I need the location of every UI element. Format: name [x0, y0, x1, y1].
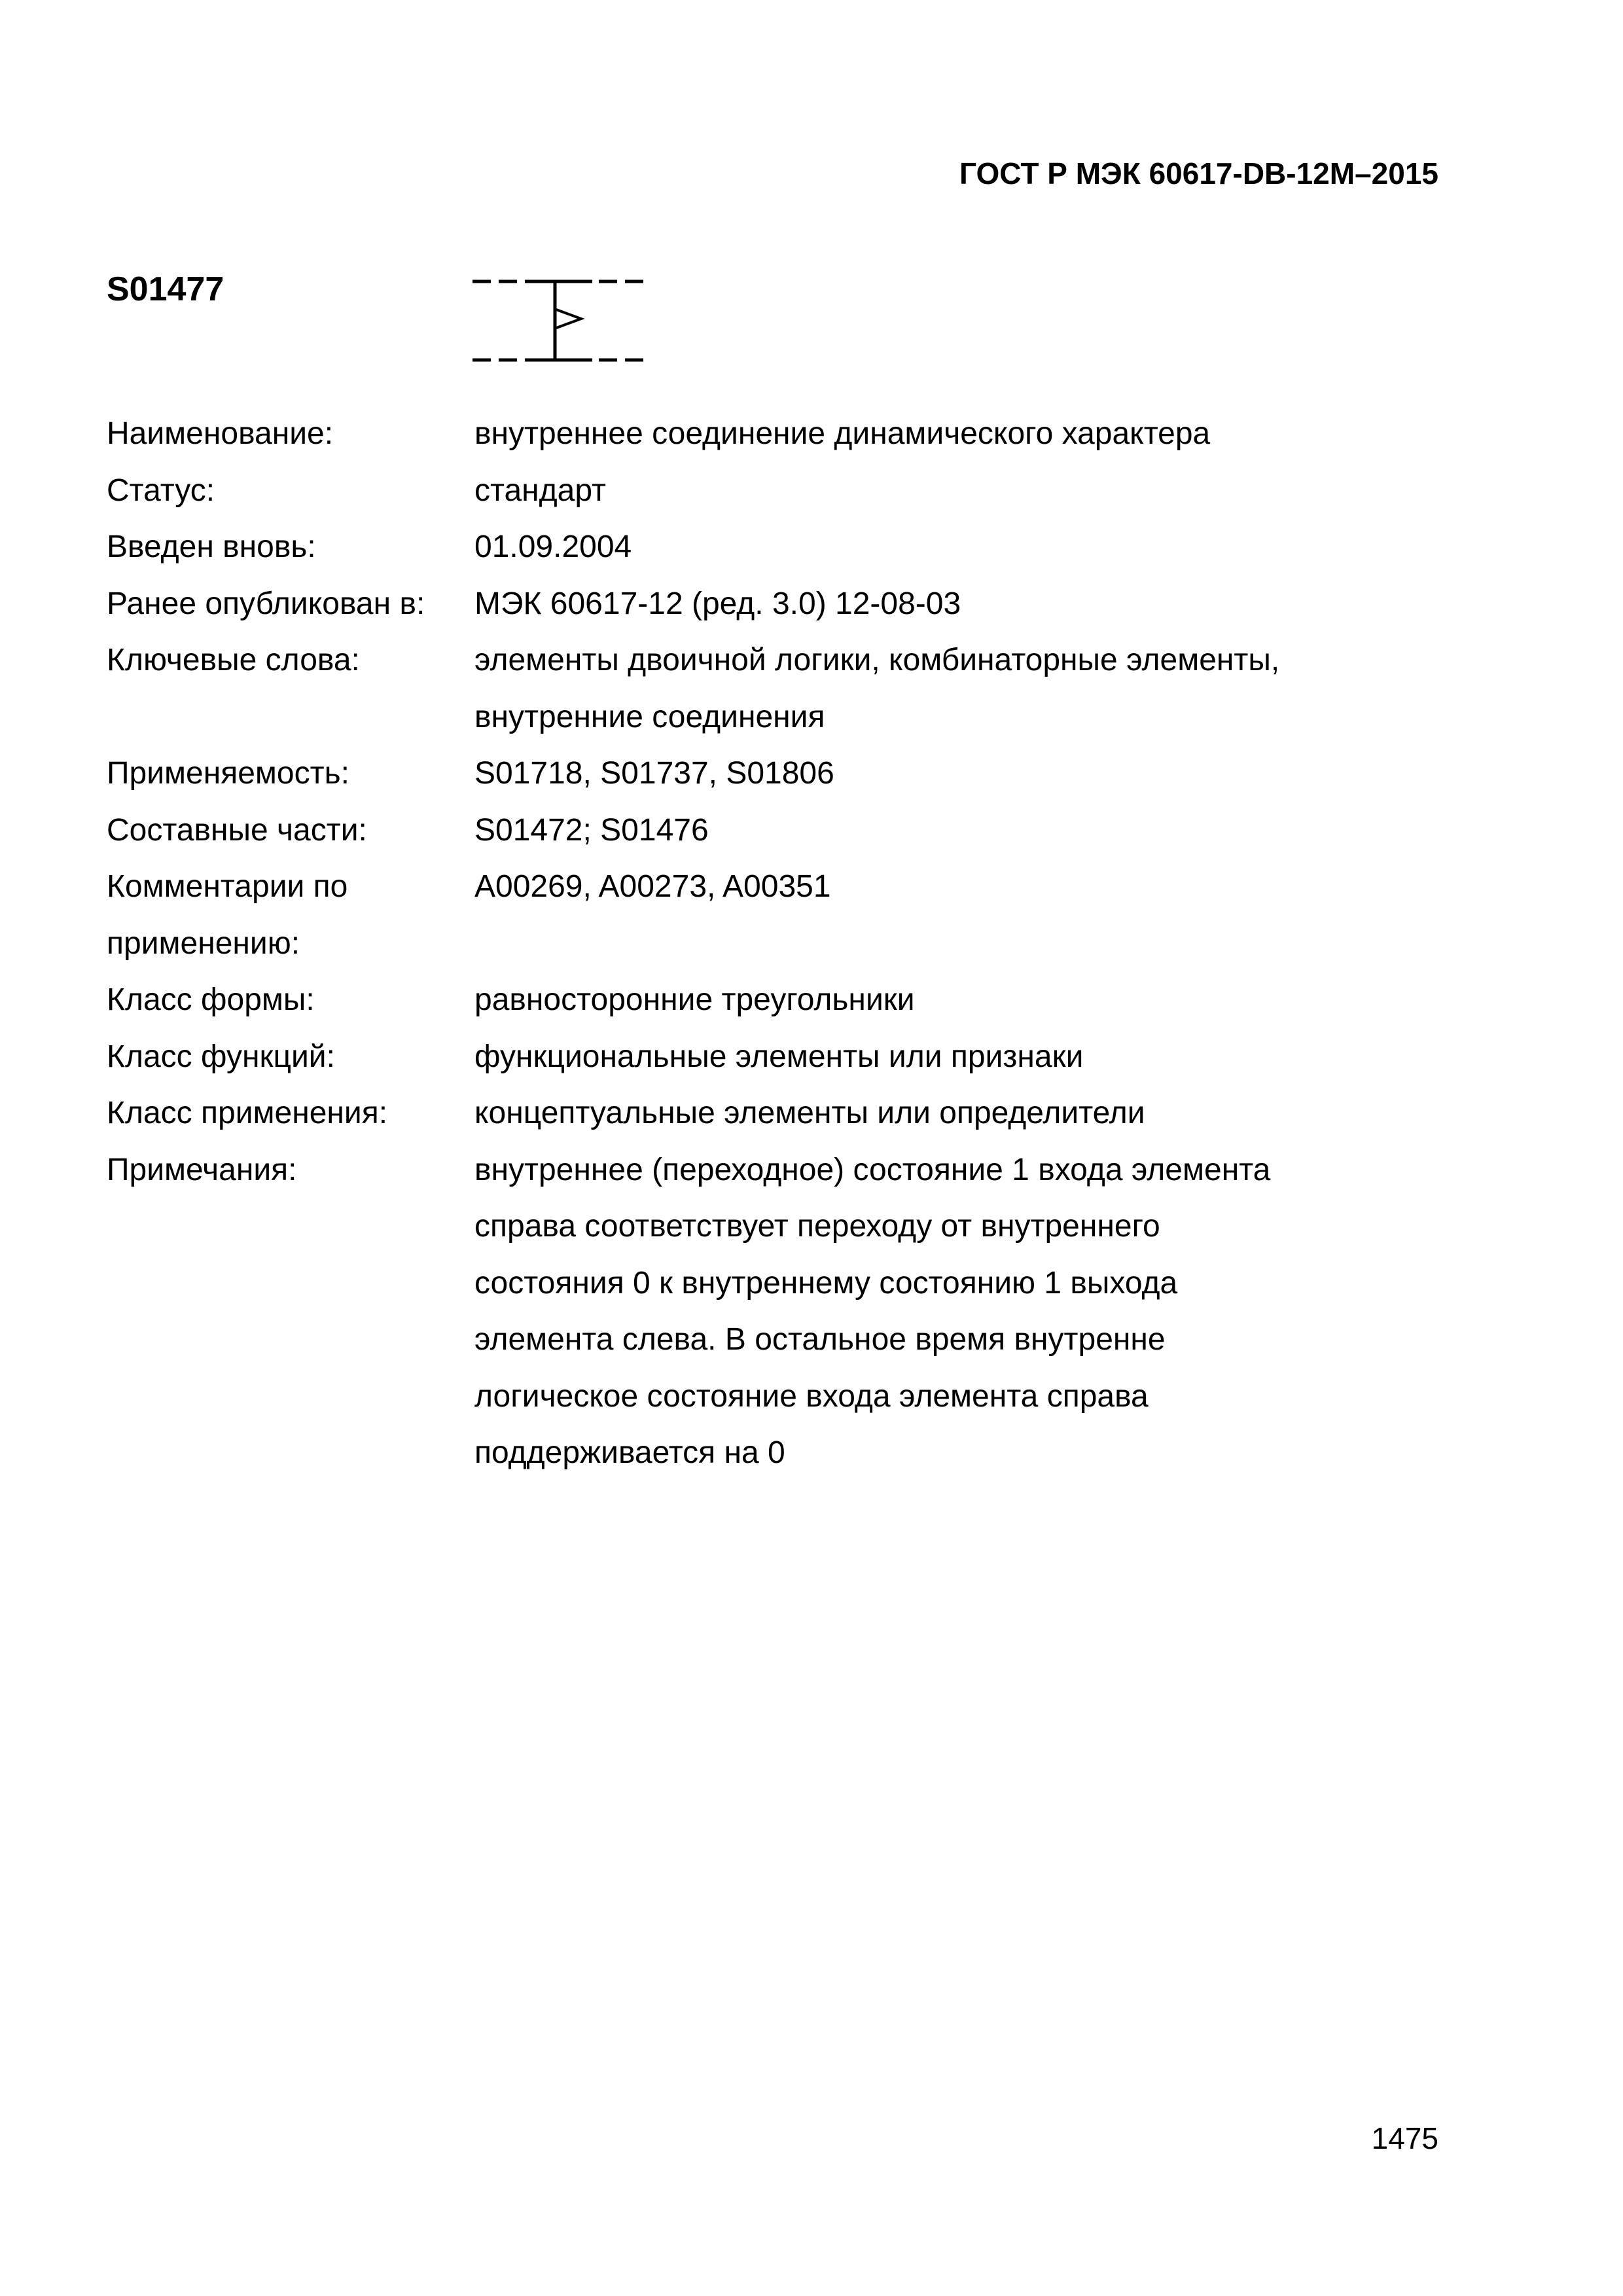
attribute-label: Статус: [107, 473, 215, 508]
attribute-label: Применяемость: [107, 756, 349, 791]
attribute-label: Наименование: [107, 416, 334, 451]
attribute-label: Составные части: [107, 812, 367, 848]
attribute-label: Комментарии по применению: [107, 869, 348, 961]
attribute-label: Класс формы: [107, 982, 315, 1017]
attribute-value: A00269, A00273, A00351 [474, 869, 831, 904]
attribute-value: S01472; S01476 [474, 812, 709, 848]
attribute-value: стандарт [474, 473, 606, 508]
attribute-value: МЭК 60617-12 (ред. 3.0) 12-08-03 [474, 586, 961, 621]
attribute-row [107, 802, 1481, 859]
attribute-row [107, 1142, 1481, 1482]
attribute-row [107, 972, 1481, 1029]
attribute-label: Введен вновь: [107, 529, 316, 564]
attribute-value: внутреннее соединение динамического характера [474, 416, 1211, 451]
attribute-row [107, 519, 1481, 576]
attribute-label: Примечания: [107, 1152, 297, 1187]
attribute-value: S01718, S01737, S01806 [474, 756, 834, 791]
attribute-row [107, 576, 1481, 633]
attribute-row [107, 859, 1481, 972]
attribute-row [107, 463, 1481, 520]
attribute-row [107, 745, 1481, 802]
attribute-value: концептуальные элементы или определители [474, 1096, 1145, 1130]
page-number: 1475 [1371, 2121, 1438, 2155]
attribute-label: Класс функций: [107, 1039, 335, 1074]
attribute-value: равносторонние треугольники [474, 982, 915, 1017]
symbol-code: S01477 [107, 270, 224, 308]
attribute-label: Класс применения: [107, 1096, 388, 1130]
attribute-table [107, 406, 1481, 1482]
dynamic-internal-connection-icon [471, 268, 654, 373]
attribute-label: Ключевые слова: [107, 643, 360, 677]
attribute-label: Ранее опубликован в: [107, 586, 425, 621]
attribute-value: элементы двоичной логики, комбинаторные элементы, внутренние соединения [474, 643, 1280, 734]
attribute-value: 01.09.2004 [474, 529, 632, 564]
attribute-value: внутреннее (переходное) состояние 1 входа элемента справа соответствует переходу от внутреннего состояния 0 к внутреннему состоянию 1 выхода элемента слева. В остальное время внутренне логическое состояние входа элемента справа поддерживается на 0 [474, 1152, 1271, 1470]
attribute-value: функциональные элементы или признаки [474, 1039, 1084, 1074]
attribute-row [107, 1085, 1481, 1142]
attribute-row [107, 632, 1481, 745]
attribute-row [107, 406, 1481, 463]
document-header: ГОСТ Р МЭК 60617-DB-12M–2015 [959, 156, 1438, 190]
attribute-row [107, 1029, 1481, 1086]
